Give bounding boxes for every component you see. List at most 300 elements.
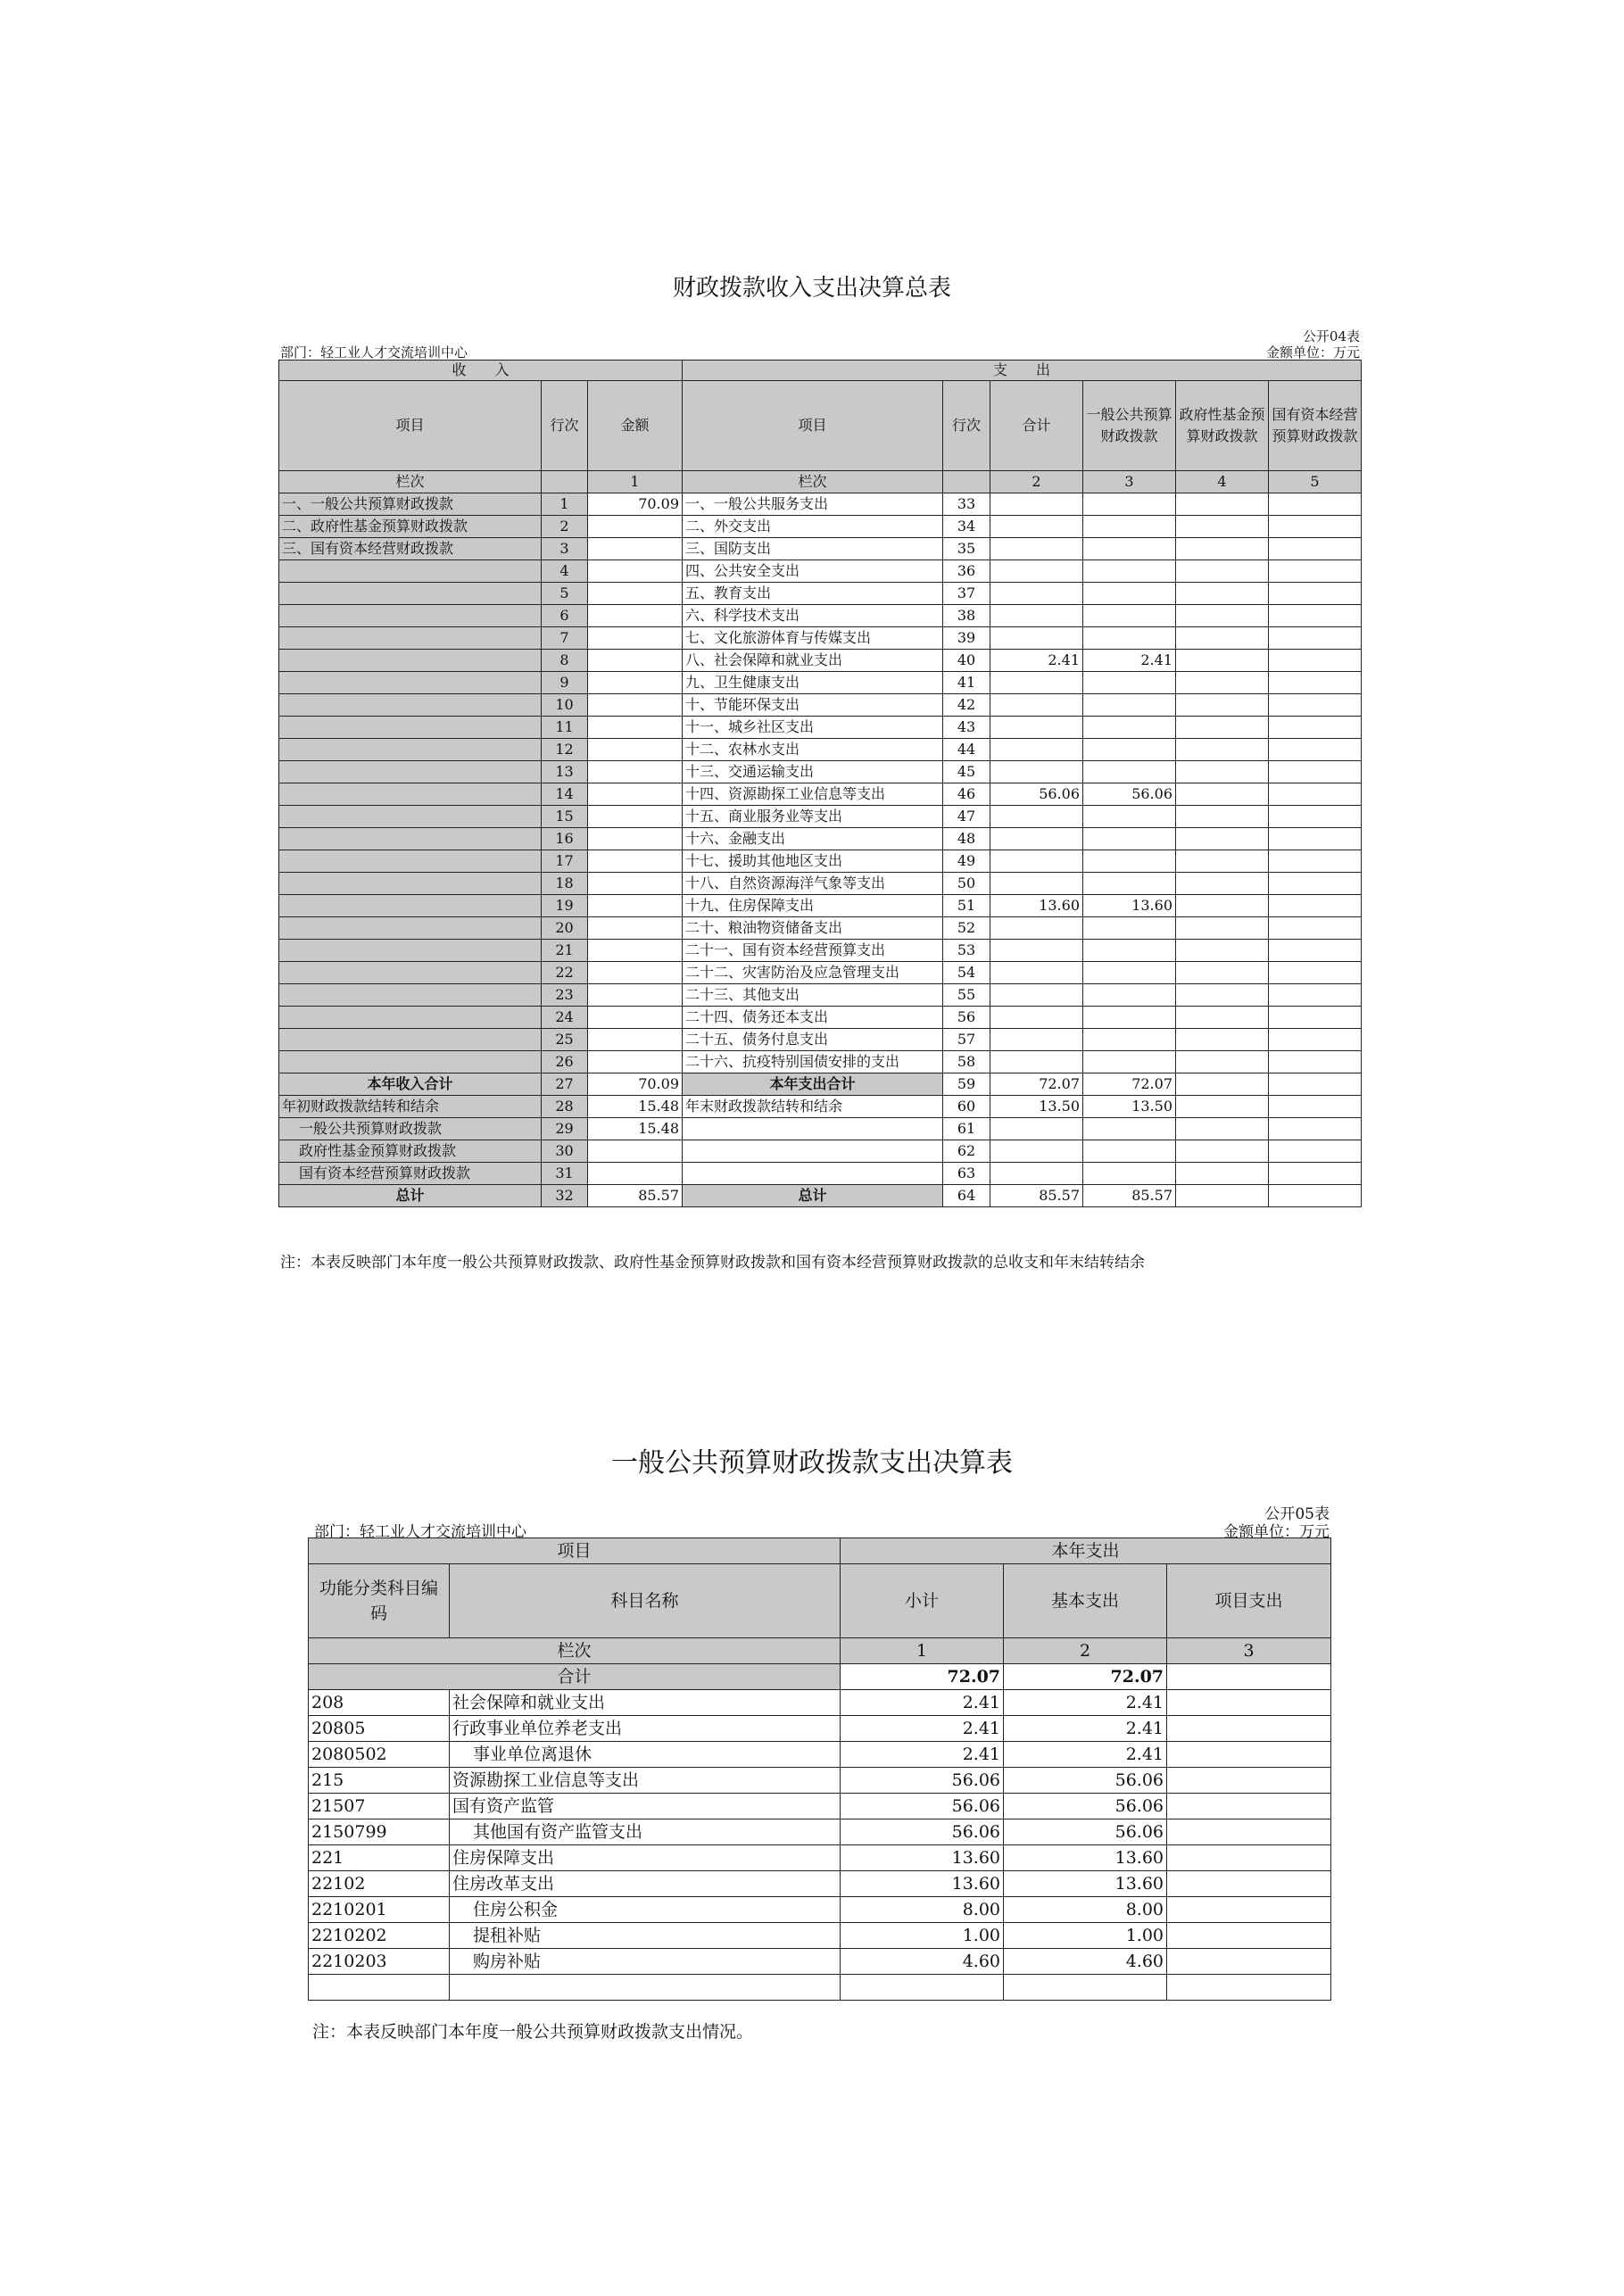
col-item-expense: 项目: [683, 381, 943, 471]
income-item: [279, 717, 542, 739]
expense-fund: [1176, 493, 1269, 516]
income-line: 19: [542, 895, 588, 917]
expense-general: [1083, 984, 1176, 1007]
subject-code: 2210202: [309, 1923, 450, 1949]
table-row: [279, 783, 1362, 806]
subject-name: [450, 1975, 841, 2001]
expense-fund: [1176, 694, 1269, 717]
table-row: [309, 1949, 1331, 1975]
expense-capital: [1269, 672, 1362, 694]
income-item: [279, 1029, 542, 1051]
subtotal-value: 13.60: [841, 1871, 1004, 1897]
table-row: [279, 1007, 1362, 1029]
subject-name: 住房改革支出: [450, 1871, 841, 1897]
expense-line: 43: [943, 717, 990, 739]
subtotal-value: 56.06: [841, 1794, 1004, 1819]
expense-line: 50: [943, 873, 990, 895]
income-line: 11: [542, 717, 588, 739]
table-row: [279, 917, 1362, 940]
col-line-expense: 行次: [943, 381, 990, 471]
expense-capital: [1269, 895, 1362, 917]
expense-capital: [1269, 1140, 1362, 1163]
basic-value: 13.60: [1004, 1845, 1167, 1871]
table-row: [279, 650, 1362, 672]
expense-item: 六、科学技术支出: [683, 605, 943, 627]
income-item: [279, 806, 542, 828]
expense-fund: [1176, 1007, 1269, 1029]
expense-total: [990, 560, 1083, 583]
expense-total: [990, 940, 1083, 962]
table-row: [279, 739, 1362, 761]
income-amount: [588, 1007, 683, 1029]
expense-fund: [1176, 538, 1269, 560]
income-item: 三、国有资本经营财政拨款: [279, 538, 542, 560]
expense-item: 二十六、抗疫特别国债安排的支出: [683, 1051, 943, 1073]
expense-total: [990, 917, 1083, 940]
income-amount: [588, 605, 683, 627]
income-amount: [588, 940, 683, 962]
expense-line: 64: [943, 1185, 990, 1207]
expense-general: [1083, 739, 1176, 761]
expense-general: [1083, 1140, 1176, 1163]
expense-fund: [1176, 962, 1269, 984]
table2-dept: 部门：轻工业人才交流培训中心: [314, 1523, 526, 1541]
expense-item: [683, 1140, 943, 1163]
expense-capital: [1269, 493, 1362, 516]
project-value: [1167, 1897, 1331, 1923]
table-row: [279, 605, 1362, 627]
income-amount: [588, 1029, 683, 1051]
expense-line: 54: [943, 962, 990, 984]
expense-item: 八、社会保障和就业支出: [683, 650, 943, 672]
income-line: 27: [542, 1073, 588, 1096]
income-item: [279, 739, 542, 761]
expense-item: 七、文化旅游体育与传媒支出: [683, 627, 943, 650]
expense-item: 十一、城乡社区支出: [683, 717, 943, 739]
income-amount: [588, 739, 683, 761]
expense-general: [1083, 962, 1176, 984]
expense-item: 一、一般公共服务支出: [683, 493, 943, 516]
project-value: [1167, 1845, 1331, 1871]
expense-total: [990, 984, 1083, 1007]
expense-item: [683, 1118, 943, 1140]
expense-line: 35: [943, 538, 990, 560]
income-line: 31: [542, 1163, 588, 1185]
expense-item: 二、外交支出: [683, 516, 943, 538]
index-2: 2: [990, 471, 1083, 493]
expense-item: 十六、金融支出: [683, 828, 943, 850]
income-item: [279, 761, 542, 783]
expense-general: [1083, 672, 1176, 694]
expense-total: 72.07: [990, 1073, 1083, 1096]
expense-general: [1083, 873, 1176, 895]
income-amount: [588, 917, 683, 940]
expense-fund: [1176, 605, 1269, 627]
col-subtotal: 小计: [841, 1564, 1004, 1638]
index-label: 栏次: [309, 1638, 841, 1664]
expense-line: 59: [943, 1073, 990, 1096]
expense-item: 二十五、债务付息支出: [683, 1029, 943, 1051]
expense-line: 47: [943, 806, 990, 828]
index-1: 1: [841, 1638, 1004, 1664]
subtotal-value: 2.41: [841, 1716, 1004, 1742]
income-line: 5: [542, 583, 588, 605]
total-project: [1167, 1664, 1331, 1690]
expense-total: [990, 627, 1083, 650]
expense-general: 72.07: [1083, 1073, 1176, 1096]
basic-value: 8.00: [1004, 1897, 1167, 1923]
income-amount: [588, 962, 683, 984]
subtotal-value: 2.41: [841, 1742, 1004, 1768]
expense-line: 40: [943, 650, 990, 672]
expense-capital: [1269, 583, 1362, 605]
income-line: 1: [542, 493, 588, 516]
expense-total: [990, 806, 1083, 828]
income-line: 14: [542, 783, 588, 806]
income-line: 8: [542, 650, 588, 672]
col-line-income: 行次: [542, 381, 588, 471]
income-item: [279, 605, 542, 627]
project-value: [1167, 1975, 1331, 2001]
subject-code: 221: [309, 1845, 450, 1871]
subject-code: 2210201: [309, 1897, 450, 1923]
income-line: 24: [542, 1007, 588, 1029]
expense-fund: [1176, 583, 1269, 605]
table-row: [309, 1819, 1331, 1845]
index-3: 3: [1167, 1638, 1331, 1664]
expense-line: 34: [943, 516, 990, 538]
expense-general: [1083, 583, 1176, 605]
income-item: 年初财政拨款结转和结余: [279, 1096, 542, 1118]
expense-capital: [1269, 873, 1362, 895]
income-line: 10: [542, 694, 588, 717]
expense-total: [990, 962, 1083, 984]
col-basic: 基本支出: [1004, 1564, 1167, 1638]
expense-general: [1083, 516, 1176, 538]
expense-general: [1083, 694, 1176, 717]
expense-capital: [1269, 1185, 1362, 1207]
income-item: [279, 583, 542, 605]
income-amount: [588, 717, 683, 739]
expense-line: 44: [943, 739, 990, 761]
income-amount: [588, 984, 683, 1007]
expense-capital: [1269, 605, 1362, 627]
income-amount: [588, 672, 683, 694]
income-amount: 70.09: [588, 493, 683, 516]
project-value: [1167, 1742, 1331, 1768]
income-amount: [588, 850, 683, 873]
col-item: 项目: [309, 1538, 841, 1564]
table-row: [309, 1871, 1331, 1897]
total-basic: 72.07: [1004, 1664, 1167, 1690]
expense-capital: [1269, 1073, 1362, 1096]
expense-line: 46: [943, 783, 990, 806]
expense-line: 57: [943, 1029, 990, 1051]
income-amount: [588, 828, 683, 850]
subject-code: 2210203: [309, 1949, 450, 1975]
expense-total: [990, 605, 1083, 627]
index-label-income: 栏次: [279, 471, 542, 493]
income-line: 9: [542, 672, 588, 694]
expense-item: 年末财政拨款结转和结余: [683, 1096, 943, 1118]
table-row: [279, 538, 1362, 560]
income-line: 32: [542, 1185, 588, 1207]
subject-name: 住房保障支出: [450, 1845, 841, 1871]
expense-item: 十三、交通运输支出: [683, 761, 943, 783]
expense-total: 56.06: [990, 783, 1083, 806]
expense-total: 2.41: [990, 650, 1083, 672]
expense-general: 2.41: [1083, 650, 1176, 672]
expense-total: [990, 761, 1083, 783]
table-row: [279, 940, 1362, 962]
col-gov-fund: 政府性基金预算财政拨款: [1176, 381, 1269, 471]
table-row: [309, 1716, 1331, 1742]
expense-line: 63: [943, 1163, 990, 1185]
table-row: [279, 873, 1362, 895]
income-item: 本年收入合计: [279, 1073, 542, 1096]
expense-item: 五、教育支出: [683, 583, 943, 605]
income-line: 7: [542, 627, 588, 650]
expense-fund: [1176, 717, 1269, 739]
income-item: 一般公共预算财政拨款: [279, 1118, 542, 1140]
expense-line: 33: [943, 493, 990, 516]
expense-fund: [1176, 917, 1269, 940]
subject-name: 资源勘探工业信息等支出: [450, 1768, 841, 1794]
expense-item: 十九、住房保障支出: [683, 895, 943, 917]
expense-capital: [1269, 694, 1362, 717]
table-row: [279, 1163, 1362, 1185]
expense-fund: [1176, 1118, 1269, 1140]
expense-fund: [1176, 940, 1269, 962]
expense-line: 60: [943, 1096, 990, 1118]
income-item: [279, 560, 542, 583]
income-line: 17: [542, 850, 588, 873]
expense-total: [990, 1029, 1083, 1051]
expense-item: 四、公共安全支出: [683, 560, 943, 583]
expense-general: [1083, 917, 1176, 940]
subtotal-value: 13.60: [841, 1845, 1004, 1871]
expense-fund: [1176, 650, 1269, 672]
expense-total: [990, 1051, 1083, 1073]
table-row: [279, 583, 1362, 605]
subtotal-value: 56.06: [841, 1768, 1004, 1794]
table-row: [279, 1029, 1362, 1051]
table-row: [279, 806, 1362, 828]
expense-item: 二十一、国有资本经营预算支出: [683, 940, 943, 962]
expense-total: [990, 828, 1083, 850]
expense-fund: [1176, 739, 1269, 761]
expense-fund: [1176, 1163, 1269, 1185]
col-state-capital: 国有资本经营预算财政拨款: [1269, 381, 1362, 471]
expense-general: [1083, 1007, 1176, 1029]
expense-general: [1083, 538, 1176, 560]
income-item: 国有资本经营预算财政拨款: [279, 1163, 542, 1185]
income-amount: [588, 873, 683, 895]
expense-item: 十五、商业服务业等支出: [683, 806, 943, 828]
expense-general: [1083, 605, 1176, 627]
expense-capital: [1269, 739, 1362, 761]
expense-capital: [1269, 984, 1362, 1007]
income-amount: [588, 1163, 683, 1185]
table2-note: 注：本表反映部门本年度一般公共预算财政拨款支出情况。: [312, 2022, 754, 2042]
col-item-income: 项目: [279, 381, 542, 471]
expense-capital: [1269, 717, 1362, 739]
expense-total: [990, 672, 1083, 694]
subject-code: [309, 1975, 450, 2001]
subtotal-value: 4.60: [841, 1949, 1004, 1975]
project-value: [1167, 1923, 1331, 1949]
expense-general: [1083, 806, 1176, 828]
basic-value: 2.41: [1004, 1690, 1167, 1716]
expense-capital: [1269, 516, 1362, 538]
expense-fund: [1176, 1096, 1269, 1118]
income-item: 政府性基金预算财政拨款: [279, 1140, 542, 1163]
table-row: [279, 850, 1362, 873]
expense-item: 十八、自然资源海洋气象等支出: [683, 873, 943, 895]
table-row: [279, 1096, 1362, 1118]
subject-code: 2080502: [309, 1742, 450, 1768]
income-line: 18: [542, 873, 588, 895]
expense-fund: [1176, 560, 1269, 583]
income-line: 16: [542, 828, 588, 850]
income-amount: 70.09: [588, 1073, 683, 1096]
income-amount: 15.48: [588, 1118, 683, 1140]
table2-title: 一般公共预算财政拨款支出决算表: [611, 1447, 1013, 1479]
income-item: [279, 917, 542, 940]
expense-total: [990, 516, 1083, 538]
expense-general: [1083, 1029, 1176, 1051]
table1-note: 注：本表反映部门本年度一般公共预算财政拨款、政府性基金预算财政拨款和国有资本经营预算财政拨款的总收支和年末结转结余: [280, 1254, 1145, 1272]
index-label-expense: 栏次: [683, 471, 943, 493]
index-blank: [542, 471, 588, 493]
expense-capital: [1269, 917, 1362, 940]
subject-name: 其他国有资产监管支出: [450, 1819, 841, 1845]
table-row: [279, 828, 1362, 850]
income-line: 13: [542, 761, 588, 783]
subtotal-value: 2.41: [841, 1690, 1004, 1716]
table-row: [309, 1897, 1331, 1923]
income-line: 30: [542, 1140, 588, 1163]
col-name: 科目名称: [450, 1564, 841, 1638]
subject-name: 购房补贴: [450, 1949, 841, 1975]
total-label: 合计: [309, 1664, 841, 1690]
expense-item: 十四、资源勘探工业信息等支出: [683, 783, 943, 806]
expense-total: 13.60: [990, 895, 1083, 917]
table-row: [309, 1794, 1331, 1819]
expense-line: 56: [943, 1007, 990, 1029]
expense-general: [1083, 850, 1176, 873]
expense-capital: [1269, 1051, 1362, 1073]
expense-general: [1083, 493, 1176, 516]
table-row: [279, 1073, 1362, 1096]
income-item: [279, 1007, 542, 1029]
project-value: [1167, 1949, 1331, 1975]
expense-line: 48: [943, 828, 990, 850]
col-code: 功能分类科目编码: [309, 1564, 450, 1638]
income-item: [279, 650, 542, 672]
expense-capital: [1269, 850, 1362, 873]
expense-line: 53: [943, 940, 990, 962]
table1: [278, 360, 1362, 1207]
expense-line: 52: [943, 917, 990, 940]
expense-item: 二十二、灾害防治及应急管理支出: [683, 962, 943, 984]
income-amount: [588, 583, 683, 605]
index-blank: [943, 471, 990, 493]
expense-general: 13.50: [1083, 1096, 1176, 1118]
expense-line: 42: [943, 694, 990, 717]
income-item: [279, 962, 542, 984]
income-amount: [588, 895, 683, 917]
income-item: [279, 627, 542, 650]
table-row: [279, 694, 1362, 717]
income-item: [279, 984, 542, 1007]
expense-capital: [1269, 783, 1362, 806]
income-line: 28: [542, 1096, 588, 1118]
expense-fund: [1176, 516, 1269, 538]
expense-capital: [1269, 1096, 1362, 1118]
basic-value: 2.41: [1004, 1742, 1167, 1768]
expense-total: [990, 493, 1083, 516]
table1-unit: 金额单位：万元: [1265, 344, 1360, 361]
expense-item: 二十、粮油物资储备支出: [683, 917, 943, 940]
index-2: 2: [1004, 1638, 1167, 1664]
subtotal-value: 56.06: [841, 1819, 1004, 1845]
table-row: [279, 761, 1362, 783]
expense-item: 二十三、其他支出: [683, 984, 943, 1007]
table-row: [279, 627, 1362, 650]
col-general: 一般公共预算财政拨款: [1083, 381, 1176, 471]
expense-general: [1083, 1163, 1176, 1185]
table-row: [279, 560, 1362, 583]
expense-capital: [1269, 940, 1362, 962]
income-item: [279, 850, 542, 873]
table-row: [279, 717, 1362, 739]
subject-code: 2150799: [309, 1819, 450, 1845]
expense-fund: [1176, 850, 1269, 873]
expense-total: [990, 538, 1083, 560]
basic-value: 13.60: [1004, 1871, 1167, 1897]
table-row: [309, 1742, 1331, 1768]
subject-code: 20805: [309, 1716, 450, 1742]
table1-code: 公开04表: [1302, 328, 1360, 344]
expense-total: 13.50: [990, 1096, 1083, 1118]
table-row: [309, 1975, 1331, 2001]
basic-value: 1.00: [1004, 1923, 1167, 1949]
table-row: [309, 1923, 1331, 1949]
expense-line: 49: [943, 850, 990, 873]
project-value: [1167, 1794, 1331, 1819]
income-item: 二、政府性基金预算财政拨款: [279, 516, 542, 538]
income-item: [279, 1051, 542, 1073]
index-3: 3: [1083, 471, 1176, 493]
project-value: [1167, 1716, 1331, 1742]
income-line: 23: [542, 984, 588, 1007]
table-row: [279, 1118, 1362, 1140]
expense-capital: [1269, 538, 1362, 560]
table-row: [279, 1185, 1362, 1207]
project-value: [1167, 1819, 1331, 1845]
expense-total: [990, 583, 1083, 605]
expense-general: 13.60: [1083, 895, 1176, 917]
income-item: [279, 783, 542, 806]
table-row: [279, 493, 1362, 516]
expense-total: [990, 694, 1083, 717]
income-item: [279, 672, 542, 694]
expense-fund: [1176, 1140, 1269, 1163]
table-row: [309, 1690, 1331, 1716]
income-item: [279, 940, 542, 962]
income-item: [279, 694, 542, 717]
